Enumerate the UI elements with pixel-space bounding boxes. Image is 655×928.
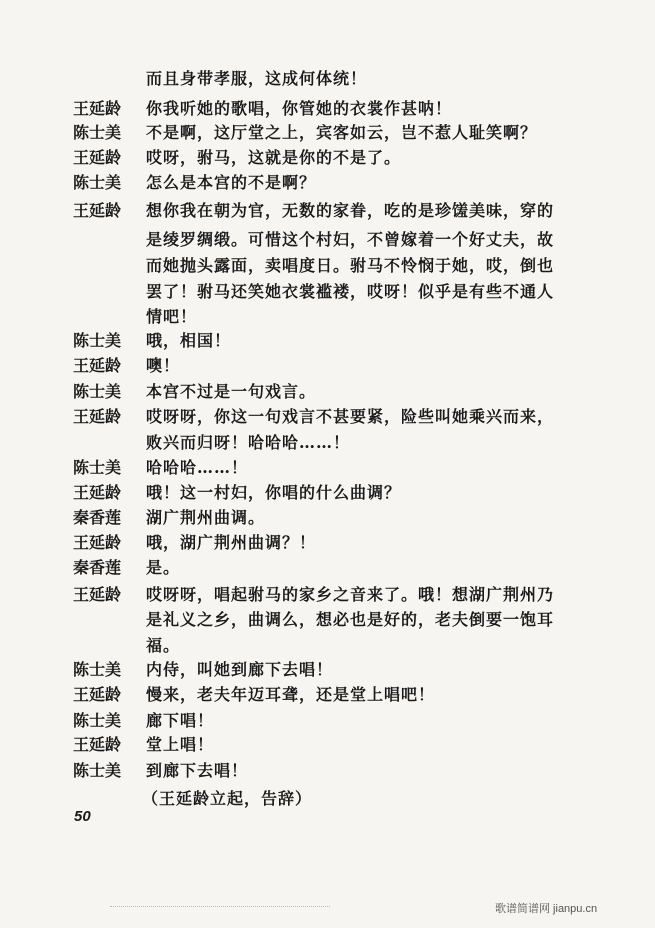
dialogue-line [0, 682, 655, 708]
speaker-name: 陈士美 [73, 331, 122, 350]
speaker-name: 秦香莲 [73, 508, 122, 527]
dialogue-text: 内侍，叫她到廊下去唱！ [146, 660, 334, 679]
dialogue-continuation [0, 227, 655, 253]
dialogue-text: 是。 [146, 558, 181, 577]
dialogue-continuation [0, 304, 655, 330]
speaker-name: 陈士美 [73, 382, 122, 401]
dialogue-line [0, 582, 655, 608]
dialogue-line [0, 555, 655, 581]
dialogue-continuation [0, 279, 655, 305]
dialogue-line [0, 353, 655, 379]
speaker-name: 陈士美 [73, 711, 122, 730]
speaker-name: 王延龄 [73, 148, 122, 167]
dialogue-line [0, 480, 655, 506]
speaker-name: 王延龄 [73, 356, 122, 375]
speaker-name: 陈士美 [73, 761, 122, 780]
dialogue-text: 本宫不过是一句戏言。 [146, 382, 317, 401]
scan-artifact-line [110, 906, 330, 909]
dialogue-line [0, 96, 655, 122]
speaker-name: 王延龄 [73, 585, 122, 604]
speaker-name: 王延龄 [73, 201, 122, 220]
dialogue-text: 堂上唱！ [146, 735, 215, 754]
dialogue-line [0, 657, 655, 683]
dialogue-continuation [0, 633, 655, 659]
dialogue-text: 你我听她的歌唱，你管她的衣裳作甚呐！ [146, 99, 453, 118]
dialogue-continuation [0, 430, 655, 456]
dialogue-line [0, 145, 655, 171]
watermark: 歌谱简谱网 jianpu.cn [495, 903, 598, 915]
speaker-name: 王延龄 [73, 407, 122, 426]
dialogue-line [0, 198, 655, 224]
dialogue-text: 福。 [146, 636, 181, 655]
speaker-name: 王延龄 [73, 735, 122, 754]
dialogue-text: 是绫罗绸缎。可惜这个村妇，不曾嫁着一个好丈夫，故 [146, 230, 555, 249]
dialogue-line [0, 732, 655, 758]
dialogue-continuation [0, 607, 655, 633]
dialogue-text: 不是啊，这厅堂之上，宾客如云，岂不惹人耻笑啊？ [146, 123, 538, 142]
dialogue-text: 罢了！驸马还笑她衣裳褴褛，哎呀！似乎是有些不通人 [146, 282, 555, 301]
dialogue-text: 噢！ [146, 356, 181, 375]
dialogue-line [0, 758, 655, 784]
dialogue-text: 败兴而归呀！哈哈哈……！ [146, 433, 351, 452]
speaker-name: 陈士美 [73, 173, 122, 192]
dialogue-text: 哦，湖广荆州曲调？！ [146, 533, 317, 552]
speaker-name: 秦香莲 [73, 558, 122, 577]
speaker-name: 王延龄 [73, 533, 122, 552]
dialogue-line [0, 328, 655, 354]
dialogue-text: 想你我在朝为官，无数的家眷，吃的是珍馐美味，穿的 [146, 201, 555, 220]
dialogue-line [0, 379, 655, 405]
dialogue-text: 情吧！ [146, 307, 198, 326]
dialogue-text: 慢来，老夫年迈耳聋，还是堂上唱吧！ [146, 685, 436, 704]
dialogue-text: 哦！这一村妇，你唱的什么曲调？ [146, 483, 402, 502]
speaker-name: 陈士美 [73, 123, 122, 142]
speaker-name: 王延龄 [73, 99, 122, 118]
dialogue-text: 到廊下去唱！ [146, 761, 249, 780]
stage-direction [0, 786, 655, 812]
page-number: 50 [74, 808, 91, 825]
dialogue-text: 而且身带孝服，这成何体统！ [146, 69, 368, 88]
dialogue-text: 哎呀呀，唱起驸马的家乡之音来了。哦！想湖广荆州乃 [146, 585, 555, 604]
dialogue-text: 怎么是本宫的不是啊？ [146, 173, 317, 192]
stage-direction-text: （王延龄立起，告辞） [142, 789, 313, 808]
speaker-name: 陈士美 [73, 660, 122, 679]
dialogue-line [0, 530, 655, 556]
dialogue-text: 哎呀，驸马，这就是你的不是了。 [146, 148, 402, 167]
speaker-name: 陈士美 [73, 458, 122, 477]
dialogue-text: 而她抛头露面，卖唱度日。驸马不怜悯于她，哎，倒也 [146, 256, 555, 275]
dialogue-line [0, 404, 655, 430]
speaker-name: 王延龄 [73, 483, 122, 502]
dialogue-line [0, 120, 655, 146]
dialogue-text: 哈哈哈……！ [146, 458, 249, 477]
dialogue-text: 廊下唱！ [146, 711, 215, 730]
dialogue-text: 是礼义之乡，曲调么，想必也是好的，老夫倒要一饱耳 [146, 610, 555, 629]
speaker-name: 王延龄 [73, 685, 122, 704]
dialogue-text: 湖广荆州曲调。 [146, 508, 266, 527]
dialogue-line [0, 708, 655, 734]
dialogue-line [0, 505, 655, 531]
dialogue-text: 哎呀呀，你这一句戏言不甚要紧，险些叫她乘兴而来， [146, 407, 555, 426]
dialogue-text: 哦，相国！ [146, 331, 232, 350]
dialogue-line [0, 170, 655, 196]
dialogue-continuation [0, 66, 655, 92]
dialogue-line [0, 455, 655, 481]
dialogue-continuation [0, 253, 655, 279]
